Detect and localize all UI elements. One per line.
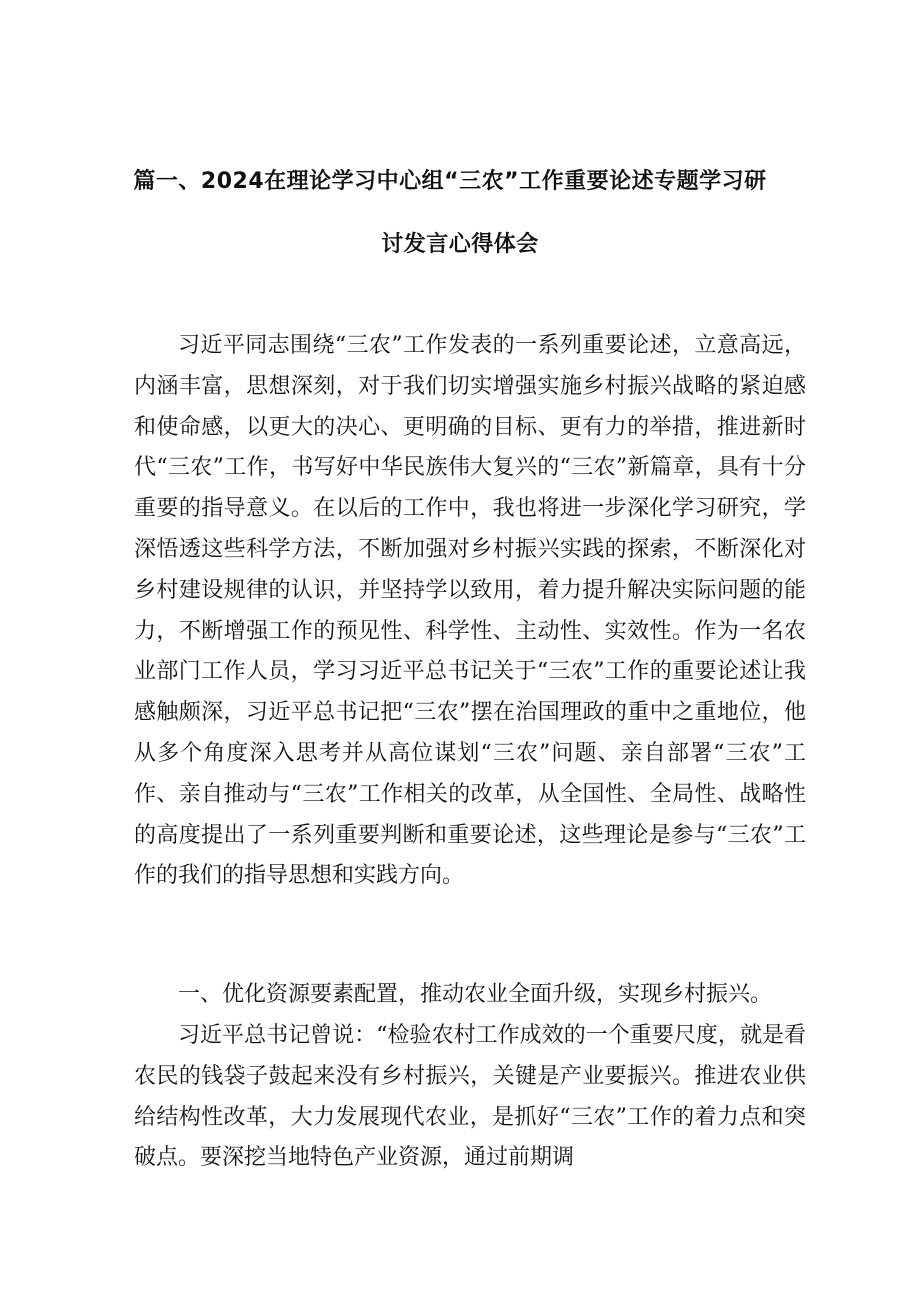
section-heading-1: 一、优化资源要素配置，推动农业全面升级，实现乡村振兴。 xyxy=(178,982,773,1007)
body-paragraph-1: 习近平同志围绕“三农”工作发表的一系列重要论述，立意高远，内涵丰富，思想深刻，对于我们切实增强实施乡村振兴战略的紧迫感和使命感，以更大的决心、更明确的目标、更有力的举措，推进新时代“三农”工作，书写好中华民族伟大复兴的“三农”新篇章，具有十分重要的指导意义。在以后的工作中，我也将进一步深化学习研究，学深悟透这些科学方法，不断加强对乡村振兴实践的探索，不断深化对乡村建设规律的认识，并坚持学以致用，着力提升解决实际问题的能力，不断增强工作的预见性、科学性、主动性、实效性。作为一名农业部门工作人员，学习习近平总书记关于“三农”工作的重要论述让我感触颇深，习近平总书记把“三农”摆在治国理政的重中之重地位，他从多个角度深入思考并从高位谋划“三农”问题、亲自部署“三农”工作、亲自推动与“三农”工作相关的改革，从全国性、全局性、战略性的高度提出了一系列重要判断和重要论述，这些理论是参与“三农”工作的我们的指导思想和实践方向。 xyxy=(134,333,806,889)
body-paragraph-2: 习近平总书记曾说：“检验农村工作成效的一个重要尺度，就是看农民的钱袋子鼓起来没有乡村振兴，关键是产业要振兴。推进农业供给结构性改革，大力发展现代农业，是抓好“三农”工作的着力点和突破点。要深挖当地特色产业资源，通过前期调 xyxy=(134,1023,806,1171)
body-paragraph-2-container xyxy=(134,1016,806,1179)
document-title-line-1: 篇一、2024在理论学习中心组“三农”工作重要论述专题学习研 xyxy=(133,169,767,194)
document-title-line-2: 讨发言心得体会 xyxy=(381,232,539,257)
body-paragraph-1-container xyxy=(134,326,806,897)
